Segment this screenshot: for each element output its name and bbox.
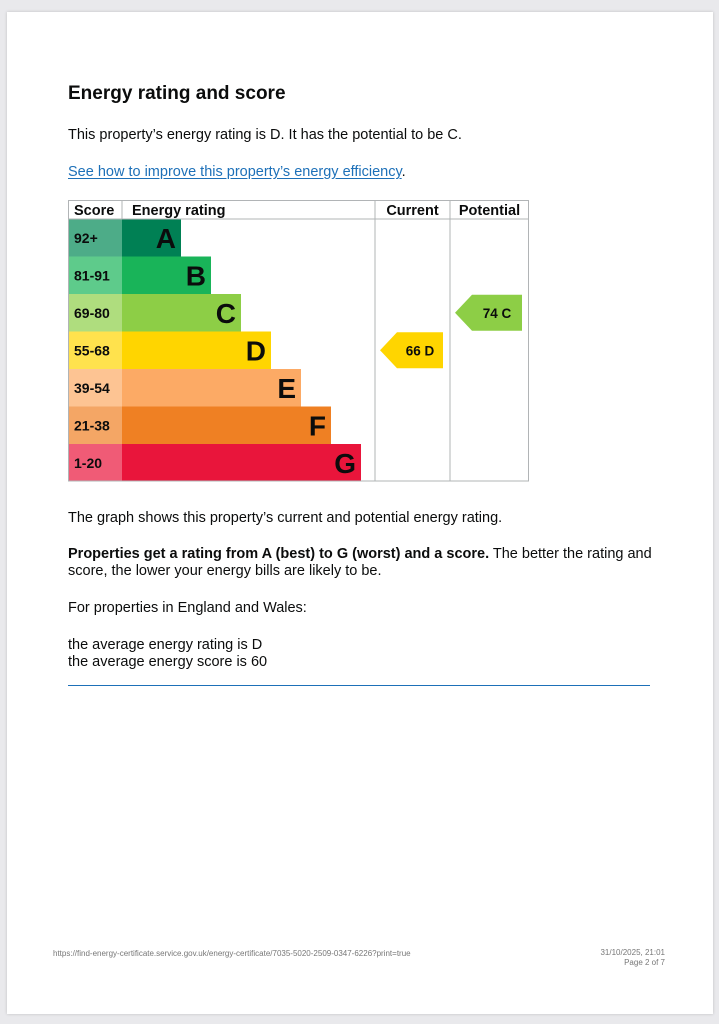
header-potential: Potential — [458, 203, 521, 219]
band-letter: B — [185, 260, 206, 292]
averages — [68, 637, 267, 671]
band-bar — [122, 407, 331, 445]
region-intro: For properties in England and Wales: — [68, 600, 307, 616]
band-score-label: 69-80 — [74, 304, 110, 321]
ratings-bold-text: Properties get a rating from A (best) to G (worst) and a score. — [68, 546, 490, 562]
band-letter: D — [245, 335, 266, 367]
band-score-label: 81-91 — [74, 267, 110, 284]
band-score-label: 39-54 — [74, 379, 110, 396]
page-title: Energy rating and score — [68, 83, 286, 104]
potential-rating-label: 74 C — [482, 305, 512, 321]
band-letter: A — [155, 222, 176, 254]
band-score-label: 1-20 — [74, 454, 103, 471]
average-rating: the average energy rating is D — [68, 637, 263, 653]
band-bar — [122, 444, 361, 482]
header-current: Current — [386, 203, 439, 219]
ratings-explanation — [68, 546, 653, 580]
improve-link-paragraph — [68, 164, 406, 180]
link-suffix: . — [401, 164, 406, 180]
band-score-label: 55-68 — [74, 342, 110, 359]
average-score: the average energy score is 60 — [68, 654, 268, 670]
header-score: Score — [74, 203, 115, 219]
header-energy-rating: Energy rating — [132, 203, 226, 219]
document-page — [7, 12, 713, 1014]
section-divider — [68, 685, 650, 686]
current-rating-label: 66 D — [405, 343, 435, 359]
graph-description: The graph shows this property’s current and potential energy rating. — [68, 510, 503, 526]
ratings-rest-text: The better the rating and score, the lower your energy bills are likely to be. — [68, 546, 652, 579]
band-bar — [122, 369, 301, 407]
band-letter: F — [308, 410, 326, 442]
improve-efficiency-link[interactable]: See how to improve this property’s energy efficiency — [68, 164, 402, 180]
footer-page-number: Page 2 of 7 — [624, 958, 665, 967]
band-letter: C — [215, 297, 236, 329]
band-letter: G — [334, 447, 356, 479]
footer-meta — [600, 948, 665, 968]
band-score-label: 92+ — [74, 229, 98, 246]
rating-summary: This property’s energy rating is D. It has the potential to be C. — [68, 127, 462, 143]
energy-rating-graph — [68, 200, 529, 483]
band-score-label: 21-38 — [74, 417, 110, 434]
footer-url: https://find-energy-certificate.service.gov.uk/energy-certificate/7035-5020-2509-0347-6226?print=true — [53, 949, 411, 958]
footer-datetime: 31/10/2025, 21:01 — [600, 948, 665, 957]
band-letter: E — [277, 372, 296, 404]
energy-rating-svg — [68, 200, 529, 483]
